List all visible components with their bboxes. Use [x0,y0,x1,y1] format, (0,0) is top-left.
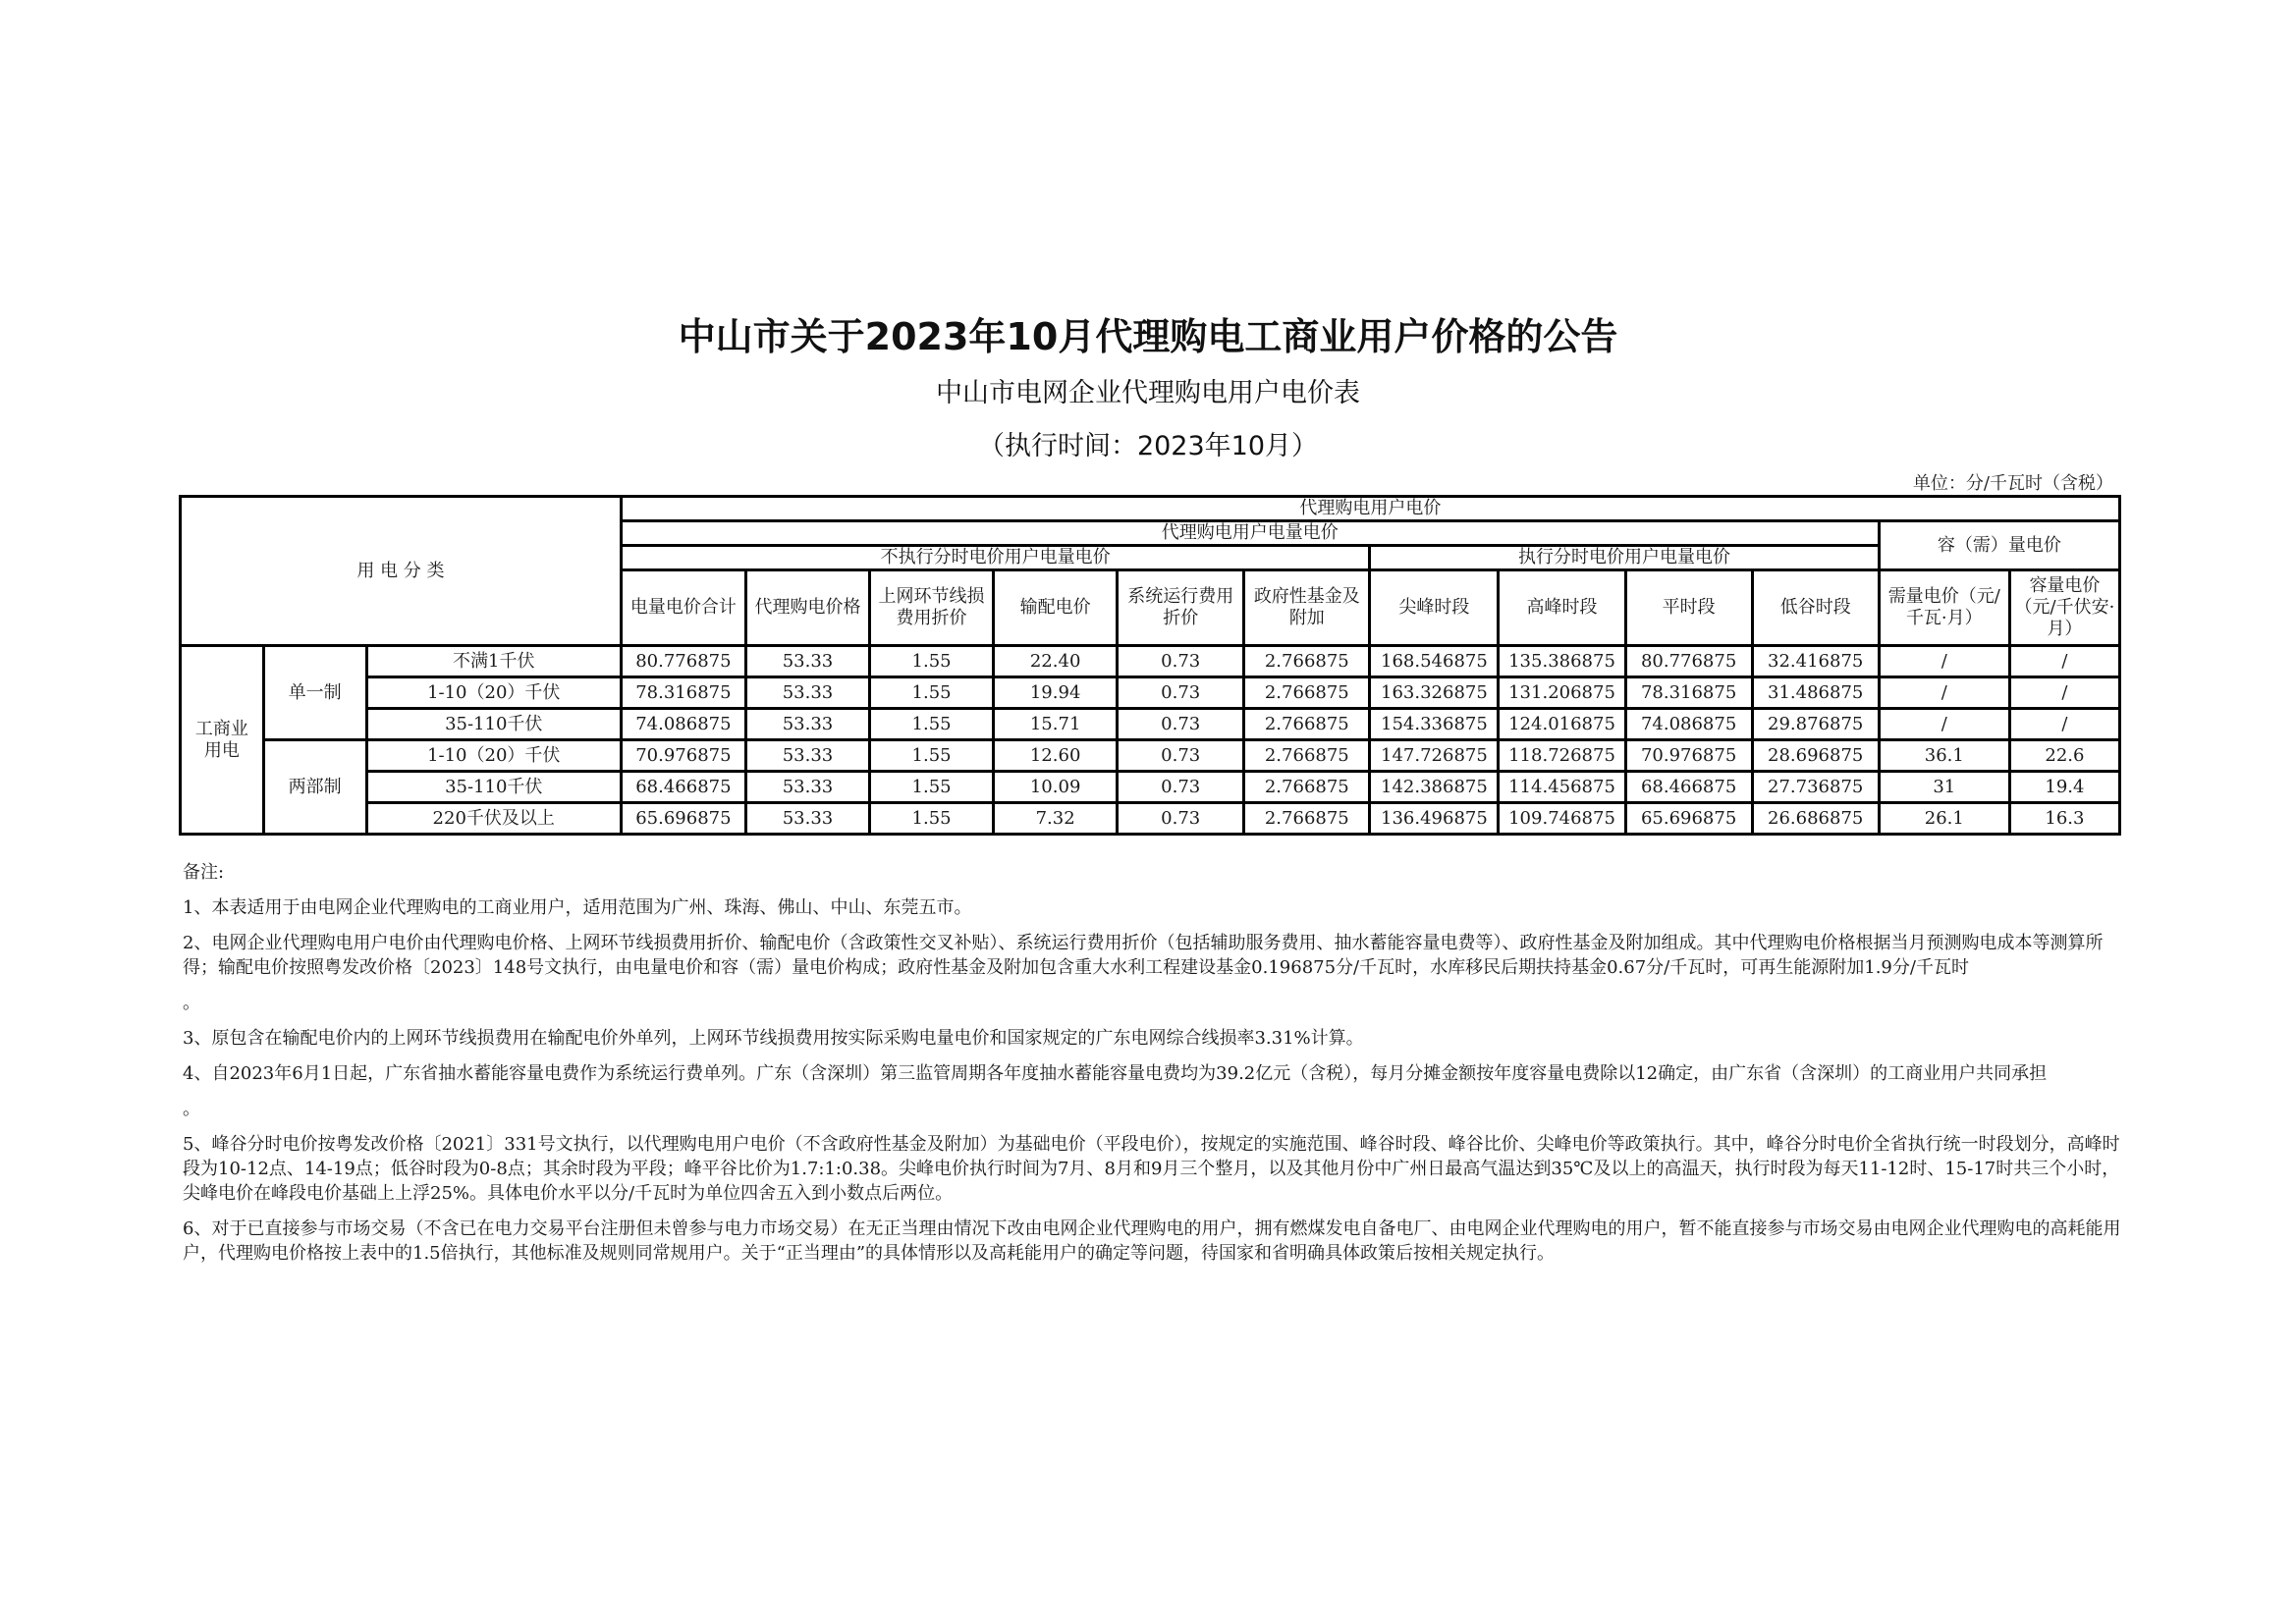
note-item [183,931,2127,1015]
value-cell: 163.326875 [1370,677,1499,709]
value-cell: 53.33 [745,803,869,835]
notes-label: 备注: [183,862,225,883]
document-subtitle: 中山市电网企业代理购电用户电价表 [936,378,1360,408]
value-cell: 28.696875 [1752,740,1879,772]
value-cell: 1.55 [870,677,994,709]
note-item [183,1061,2127,1121]
voltage-cell: 不满1千伏 [366,646,621,677]
value-cell: 22.6 [2009,740,2119,772]
col-capacity-price: 容量电价（元/千伏安·月） [2009,570,2119,646]
value-cell: 22.40 [994,646,1118,677]
value-cell: 0.73 [1118,709,1244,740]
value-cell: 0.73 [1118,772,1244,803]
table-row [181,740,2120,772]
value-cell: 2.766875 [1244,803,1370,835]
table-row [181,803,2120,835]
value-cell: 16.3 [2009,803,2119,835]
value-cell: 114.456875 [1499,772,1625,803]
value-cell: 53.33 [745,677,869,709]
col-agency-price: 代理购电价格 [745,570,869,646]
value-cell: 65.696875 [1625,803,1752,835]
value-cell: 80.776875 [621,646,745,677]
category-main: 工商业用电 [181,646,264,835]
value-cell: 136.496875 [1370,803,1499,835]
value-cell: 131.206875 [1499,677,1625,709]
value-cell: / [1879,677,2009,709]
notes-section [183,860,2127,1276]
col-system-operation: 系统运行费用折价 [1118,570,1244,646]
value-cell: 10.09 [994,772,1118,803]
value-cell: 19.4 [2009,772,2119,803]
group-single: 单一制 [263,646,366,740]
header-category: 用 电 分 类 [181,497,622,646]
value-cell: 0.73 [1118,677,1244,709]
value-cell: 70.976875 [1625,740,1752,772]
value-cell: 2.766875 [1244,740,1370,772]
value-cell: 1.55 [870,803,994,835]
col-flat: 平时段 [1625,570,1752,646]
value-cell: 74.086875 [621,709,745,740]
col-peak: 高峰时段 [1499,570,1625,646]
value-cell: / [2009,646,2119,677]
voltage-cell: 1-10（20）千伏 [366,677,621,709]
header-energy-price: 代理购电用户电量电价 [621,521,1879,546]
col-gov-fund: 政府性基金及附加 [1244,570,1370,646]
value-cell: 74.086875 [1625,709,1752,740]
col-demand-price: 需量电价（元/千瓦·月） [1879,570,2009,646]
value-cell: 70.976875 [621,740,745,772]
note-text-tail: 。 [183,993,200,1013]
value-cell: 1.55 [870,709,994,740]
value-cell: 53.33 [745,772,869,803]
voltage-cell: 1-10（20）千伏 [366,740,621,772]
note-text: 4、自2023年6月1日起，广东省抽水蓄能容量电费作为系统运行费单列。广东（含深圳）第三监管周期各年度抽水蓄能容量电费均为39.2亿元（含税），每月分摊金额按年度容量电费除以12确定，由广东省（含深圳）的工商业用户共同承担 [183,1063,2048,1084]
header-non-tou: 不执行分时电价用户电量电价 [621,546,1370,570]
value-cell: 1.55 [870,740,994,772]
note-text: 3、原包含在输配电价内的上网环节线损费用在输配电价外单列，上网环节线损费用按实际采购电量电价和国家规定的广东电网综合线损率3.31%计算。 [183,1028,1364,1049]
value-cell: 118.726875 [1499,740,1625,772]
header-capacity-price: 容（需）量电价 [1879,521,2119,570]
execution-time: （执行时间：2023年10月） [977,431,1319,461]
note-text: 6、对于已直接参与市场交易（不含已在电力交易平台注册但未曾参与电力市场交易）在无正当理由情况下改由电网企业代理购电的用户，拥有燃煤发电自备电厂、由电网企业代理购电的用户，暂不能直接参与市场交易由电网企业代理购电的高耗能用户，代理购电价格按上表中的1.5倍执行，其他标准及规则同常规用户。关于“正当理由”的具体情形以及高耗能用户的确定等问题，待国家和省明确具体政策后按相关规定执行。 [183,1218,2121,1264]
value-cell: 2.766875 [1244,677,1370,709]
value-cell: 32.416875 [1752,646,1879,677]
col-sharp-peak: 尖峰时段 [1370,570,1499,646]
value-cell: 15.71 [994,709,1118,740]
value-cell: 12.60 [994,740,1118,772]
note-text: 5、峰谷分时电价按粤发改价格〔2021〕331号文执行，以代理购电用户电价（不含政府性基金及附加）为基础电价（平段电价），按规定的实施范围、峰谷时段、峰谷比价、尖峰电价等政策执行。其中，峰谷分时电价全省执行统一时段划分，高峰时段为10-12点、14-19点；低谷时段为0-8点；其余时段为平段；峰平谷比价为1.7:1:0.38。尖峰电价执行时间为7月、8月和9月三个整月，以及其他月份中广州日最高气温达到35℃及以上的高温天，执行时段为每天11-12时、15-17时共三个小时，尖峰电价在峰段电价基础上上浮25%。具体电价水平以分/千瓦时为单位四舍五入到小数点后两位。 [183,1134,2120,1204]
table-row [181,646,2120,677]
value-cell: 53.33 [745,740,869,772]
value-cell: 168.546875 [1370,646,1499,677]
value-cell: 78.316875 [1625,677,1752,709]
voltage-cell: 220千伏及以上 [366,803,621,835]
table-row [181,677,2120,709]
note-item [183,1026,2127,1051]
value-cell: 2.766875 [1244,772,1370,803]
table-row [181,772,2120,803]
voltage-cell: 35-110千伏 [366,772,621,803]
header-tou: 执行分时电价用户电量电价 [1370,546,1879,570]
note-text: 2、电网企业代理购电用户电价由代理购电价格、上网环节线损费用折价、输配电价（含政策性交叉补贴）、系统运行费用折价（包括辅助服务费用、抽水蓄能容量电费等）、政府性基金及附加组成。其中代理购电价格根据当月预测购电成本等测算所得；输配电价按照粤发改价格〔2023〕148号文执行，由电量电价和容（需）量电价构成；政府性基金及附加包含重大水利工程建设基金0.196875分/千瓦时，水库移民后期扶持基金0.67分/千瓦时，可再生能源附加1.9分/千瓦时 [183,933,2104,978]
note-item [183,1132,2127,1206]
document-title: 中山市关于2023年10月代理购电工商业用户价格的公告 [678,315,1618,358]
value-cell: 124.016875 [1499,709,1625,740]
price-table [179,495,2121,836]
value-cell: 65.696875 [621,803,745,835]
group-two-part: 两部制 [263,740,366,835]
value-cell: 0.73 [1118,740,1244,772]
value-cell: 0.73 [1118,803,1244,835]
col-total: 电量电价合计 [621,570,745,646]
value-cell: 36.1 [1879,740,2009,772]
value-cell: 0.73 [1118,646,1244,677]
value-cell: 1.55 [870,772,994,803]
value-cell: 78.316875 [621,677,745,709]
col-transmission: 输配电价 [994,570,1118,646]
note-text: 1、本表适用于由电网企业代理购电的工商业用户，适用范围为广州、珠海、佛山、中山、东莞五市。 [183,897,972,918]
col-valley: 低谷时段 [1752,570,1879,646]
value-cell: 19.94 [994,677,1118,709]
value-cell: 109.746875 [1499,803,1625,835]
value-cell: 142.386875 [1370,772,1499,803]
table-row [181,709,2120,740]
note-item [183,1217,2127,1266]
value-cell: / [1879,709,2009,740]
value-cell: / [2009,709,2119,740]
value-cell: 31.486875 [1752,677,1879,709]
value-cell: 1.55 [870,646,994,677]
value-cell: 53.33 [745,709,869,740]
value-cell: 68.466875 [1625,772,1752,803]
col-line-loss: 上网环节线损费用折价 [870,570,994,646]
note-text-tail: 。 [183,1099,200,1119]
value-cell: 80.776875 [1625,646,1752,677]
value-cell: 68.466875 [621,772,745,803]
value-cell: 154.336875 [1370,709,1499,740]
value-cell: / [1879,646,2009,677]
value-cell: 53.33 [745,646,869,677]
value-cell: 31 [1879,772,2009,803]
value-cell: 26.1 [1879,803,2009,835]
value-cell: 29.876875 [1752,709,1879,740]
value-cell: 2.766875 [1244,709,1370,740]
header-agency-price: 代理购电用户电价 [621,497,2119,521]
unit-label: 单位：分/千瓦时（含税） [1912,473,2113,494]
value-cell: 135.386875 [1499,646,1625,677]
value-cell: 2.766875 [1244,646,1370,677]
voltage-cell: 35-110千伏 [366,709,621,740]
value-cell: 7.32 [994,803,1118,835]
value-cell: 147.726875 [1370,740,1499,772]
value-cell: / [2009,677,2119,709]
value-cell: 26.686875 [1752,803,1879,835]
value-cell: 27.736875 [1752,772,1879,803]
note-item [183,895,2127,920]
